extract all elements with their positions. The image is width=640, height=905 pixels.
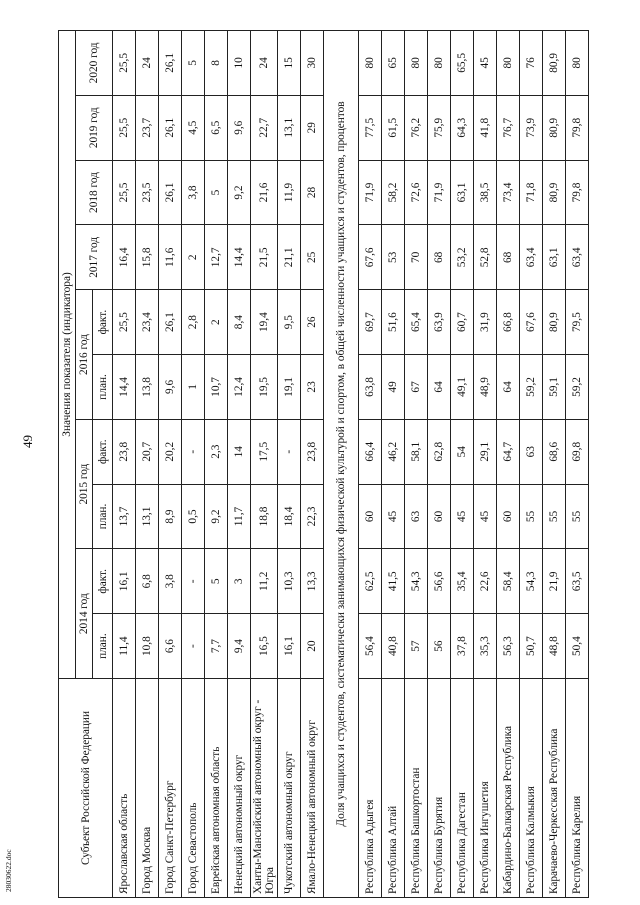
value-cell: 80,9 xyxy=(543,30,566,95)
fact-header: факт. xyxy=(93,290,113,355)
value-cell: 56,4 xyxy=(359,614,382,679)
value-cell: 65,4 xyxy=(405,290,428,355)
fact-header: факт. xyxy=(93,419,113,484)
value-cell: 14,4 xyxy=(113,355,136,420)
value-cell: 60 xyxy=(497,484,520,549)
value-cell: 9,6 xyxy=(159,355,182,420)
value-cell: - xyxy=(182,614,205,679)
value-cell: 40,8 xyxy=(382,614,405,679)
value-cell: 76,7 xyxy=(497,95,520,160)
value-cell: 58,2 xyxy=(382,160,405,225)
value-cell: 11,7 xyxy=(228,484,251,549)
fact-header: факт. xyxy=(93,549,113,614)
value-cell: 64 xyxy=(497,355,520,420)
value-cell: 11,4 xyxy=(113,614,136,679)
value-cell: 55 xyxy=(520,484,543,549)
value-cell: 29,1 xyxy=(474,419,497,484)
region-name: Город Санкт-Петербург xyxy=(159,679,182,898)
value-cell: 67 xyxy=(405,355,428,420)
value-cell: 64,3 xyxy=(451,95,474,160)
value-cell: 71,9 xyxy=(428,160,451,225)
value-cell: 26,1 xyxy=(159,30,182,95)
value-cell: 3 xyxy=(228,549,251,614)
region-name: Республика Дагестан xyxy=(451,679,474,898)
region-name: Город Москва xyxy=(136,679,159,898)
year-header-2015: 2015 год xyxy=(76,419,93,549)
table-row xyxy=(136,30,159,897)
value-cell: 52,8 xyxy=(474,225,497,290)
value-cell: 56,6 xyxy=(428,549,451,614)
value-cell: 2 xyxy=(182,225,205,290)
value-cell: 48,8 xyxy=(543,614,566,679)
table-row xyxy=(251,30,278,897)
value-cell: 53,2 xyxy=(451,225,474,290)
value-cell: 45 xyxy=(474,30,497,95)
region-name: Республика Карелия xyxy=(566,679,589,898)
value-cell: 37,8 xyxy=(451,614,474,679)
table-row xyxy=(359,30,382,897)
value-cell: 50,7 xyxy=(520,614,543,679)
value-cell: 63 xyxy=(520,419,543,484)
value-cell: 62,5 xyxy=(359,549,382,614)
value-cell: 59,2 xyxy=(566,355,589,420)
value-cell: 51,6 xyxy=(382,290,405,355)
table-row xyxy=(520,30,543,897)
value-cell: 25 xyxy=(301,225,324,290)
value-cell: 3,8 xyxy=(159,549,182,614)
value-cell: 23,7 xyxy=(136,95,159,160)
value-cell: 53 xyxy=(382,225,405,290)
value-cell: 25,5 xyxy=(113,290,136,355)
table-row xyxy=(382,30,405,897)
value-cell: 24 xyxy=(251,30,278,95)
year-header-2020: 2020 год xyxy=(76,30,113,95)
value-cell: 60 xyxy=(428,484,451,549)
value-cell: 2 xyxy=(205,290,228,355)
year-header-2018: 2018 год xyxy=(76,160,113,225)
table-row xyxy=(497,30,520,897)
value-cell: 18,4 xyxy=(278,484,301,549)
table-row xyxy=(205,30,228,897)
value-cell: 63,4 xyxy=(566,225,589,290)
value-cell: 48,9 xyxy=(474,355,497,420)
value-cell: 50,4 xyxy=(566,614,589,679)
value-cell: 61,5 xyxy=(382,95,405,160)
value-cell: 2,3 xyxy=(205,419,228,484)
value-cell: 23,8 xyxy=(301,419,324,484)
region-name: Город Севастополь xyxy=(182,679,205,898)
value-cell: 26 xyxy=(301,290,324,355)
value-cell: 56 xyxy=(428,614,451,679)
value-cell: 71,8 xyxy=(520,160,543,225)
value-cell: 10 xyxy=(228,30,251,95)
table-row xyxy=(113,30,136,897)
values-group-header: Значения показателя (индикатора) xyxy=(59,30,76,678)
value-cell: 5 xyxy=(205,160,228,225)
value-cell: 72,6 xyxy=(405,160,428,225)
region-name: Республика Адыгея xyxy=(359,679,382,898)
region-name: Ханты-Мансийский автономный округ - Югра xyxy=(251,679,278,898)
value-cell: 13,1 xyxy=(278,95,301,160)
region-name: Чукотский автономный округ xyxy=(278,679,301,898)
table-row xyxy=(543,30,566,897)
value-cell: 21,9 xyxy=(543,549,566,614)
value-cell: 9,2 xyxy=(205,484,228,549)
value-cell: 1 xyxy=(182,355,205,420)
table-row xyxy=(405,30,428,897)
value-cell: 10,3 xyxy=(278,549,301,614)
value-cell: 15 xyxy=(278,30,301,95)
value-cell: 9,5 xyxy=(278,290,301,355)
value-cell: 5 xyxy=(205,549,228,614)
value-cell: 79,5 xyxy=(566,290,589,355)
region-name: Кабардино-Балкарская Республика xyxy=(497,679,520,898)
value-cell: 16,1 xyxy=(113,549,136,614)
value-cell: 3,8 xyxy=(182,160,205,225)
region-name: Республика Ингушетия xyxy=(474,679,497,898)
value-cell: 25,5 xyxy=(113,30,136,95)
value-cell: 63 xyxy=(405,484,428,549)
value-cell: 23,5 xyxy=(136,160,159,225)
value-cell: 25,5 xyxy=(113,160,136,225)
rotated-page xyxy=(58,31,613,898)
footer-file-code: 28030622.doc xyxy=(4,849,13,892)
value-cell: 65,5 xyxy=(451,30,474,95)
plan-header: план. xyxy=(93,355,113,420)
value-cell: 54 xyxy=(451,419,474,484)
value-cell: 23 xyxy=(301,355,324,420)
value-cell: 26,1 xyxy=(159,290,182,355)
value-cell: 56,3 xyxy=(497,614,520,679)
value-cell: 15,8 xyxy=(136,225,159,290)
value-cell: 29 xyxy=(301,95,324,160)
value-cell: 45 xyxy=(382,484,405,549)
value-cell: 79,8 xyxy=(566,95,589,160)
value-cell: 22,3 xyxy=(301,484,324,549)
value-cell: 68,6 xyxy=(543,419,566,484)
value-cell: 80,9 xyxy=(543,160,566,225)
value-cell: 75,9 xyxy=(428,95,451,160)
value-cell: 63,8 xyxy=(359,355,382,420)
table-body xyxy=(113,30,589,897)
value-cell: 67,6 xyxy=(520,290,543,355)
value-cell: 0,5 xyxy=(182,484,205,549)
value-cell: 46,2 xyxy=(382,419,405,484)
value-cell: 63,1 xyxy=(451,160,474,225)
indicator-table xyxy=(58,30,589,898)
value-cell: 58,4 xyxy=(497,549,520,614)
value-cell: 9,2 xyxy=(228,160,251,225)
plan-header: план. xyxy=(93,484,113,549)
value-cell: 20,7 xyxy=(136,419,159,484)
subject-column-header: Субъект Российской Федерации xyxy=(59,679,113,898)
region-name: Ненецкий автономный округ xyxy=(228,679,251,898)
table-row xyxy=(474,30,497,897)
value-cell: 16,4 xyxy=(113,225,136,290)
value-cell: 59,1 xyxy=(543,355,566,420)
value-cell: 54,3 xyxy=(520,549,543,614)
value-cell: 64,7 xyxy=(497,419,520,484)
value-cell: 6,8 xyxy=(136,549,159,614)
value-cell: 25,5 xyxy=(113,95,136,160)
value-cell: 13,1 xyxy=(136,484,159,549)
value-cell: 57 xyxy=(405,614,428,679)
value-cell: 13,7 xyxy=(113,484,136,549)
value-cell: 19,5 xyxy=(251,355,278,420)
value-cell: 77,5 xyxy=(359,95,382,160)
value-cell: 38,5 xyxy=(474,160,497,225)
value-cell: 10,8 xyxy=(136,614,159,679)
value-cell: 60 xyxy=(359,484,382,549)
value-cell: 45 xyxy=(451,484,474,549)
value-cell: 18,8 xyxy=(251,484,278,549)
value-cell: 73,4 xyxy=(497,160,520,225)
value-cell: 28 xyxy=(301,160,324,225)
region-name: Карачаево-Черкесская Республика xyxy=(543,679,566,898)
value-cell: - xyxy=(182,419,205,484)
value-cell: 80,9 xyxy=(543,95,566,160)
value-cell: 60,7 xyxy=(451,290,474,355)
value-cell: 23,8 xyxy=(113,419,136,484)
value-cell: 21,5 xyxy=(251,225,278,290)
value-cell: 68 xyxy=(428,225,451,290)
page-number: 49 xyxy=(20,435,35,448)
section-title: Доля учащихся и студентов, систематически занимающихся физической культурой и спортом, в общей численности учащихся и студентов, процентов xyxy=(324,30,359,897)
value-cell: 21,1 xyxy=(278,225,301,290)
value-cell: 76,2 xyxy=(405,95,428,160)
value-cell: 41,5 xyxy=(382,549,405,614)
value-cell: 9,6 xyxy=(228,95,251,160)
table-row xyxy=(451,30,474,897)
value-cell: 21,6 xyxy=(251,160,278,225)
value-cell: 63,5 xyxy=(566,549,589,614)
value-cell: 4,5 xyxy=(182,95,205,160)
value-cell: 35,4 xyxy=(451,549,474,614)
value-cell: 16,5 xyxy=(251,614,278,679)
value-cell: 49,1 xyxy=(451,355,474,420)
table-row xyxy=(182,30,205,897)
value-cell: 19,4 xyxy=(251,290,278,355)
value-cell: 6,5 xyxy=(205,95,228,160)
value-cell: 76 xyxy=(520,30,543,95)
table-row xyxy=(301,30,324,897)
value-cell: 66,4 xyxy=(359,419,382,484)
value-cell: 22,6 xyxy=(474,549,497,614)
value-cell: 23,4 xyxy=(136,290,159,355)
value-cell: 20 xyxy=(301,614,324,679)
value-cell: 73,9 xyxy=(520,95,543,160)
value-cell: 11,2 xyxy=(251,549,278,614)
year-header-2014: 2014 год xyxy=(76,549,93,679)
table-row xyxy=(278,30,301,897)
value-cell: 35,3 xyxy=(474,614,497,679)
region-name: Еврейская автономная область xyxy=(205,679,228,898)
value-cell: 22,7 xyxy=(251,95,278,160)
value-cell: 63,9 xyxy=(428,290,451,355)
value-cell: 2,8 xyxy=(182,290,205,355)
value-cell: 79,8 xyxy=(566,160,589,225)
value-cell: 59,2 xyxy=(520,355,543,420)
table-row xyxy=(159,30,182,897)
value-cell: 45 xyxy=(474,484,497,549)
value-cell: 67,6 xyxy=(359,225,382,290)
value-cell: 30 xyxy=(301,30,324,95)
value-cell: 65 xyxy=(382,30,405,95)
value-cell: 8,4 xyxy=(228,290,251,355)
value-cell: - xyxy=(278,419,301,484)
value-cell: 70 xyxy=(405,225,428,290)
value-cell: 24 xyxy=(136,30,159,95)
value-cell: 7,7 xyxy=(205,614,228,679)
value-cell: 41,8 xyxy=(474,95,497,160)
plan-header: план. xyxy=(93,614,113,679)
value-cell: 11,6 xyxy=(159,225,182,290)
value-cell: 80 xyxy=(405,30,428,95)
value-cell: 63,4 xyxy=(520,225,543,290)
region-name: Республика Башкортостан xyxy=(405,679,428,898)
value-cell: 12,4 xyxy=(228,355,251,420)
value-cell: 17,5 xyxy=(251,419,278,484)
value-cell: 71,9 xyxy=(359,160,382,225)
year-header-2016: 2016 год xyxy=(76,290,93,420)
value-cell: 54,3 xyxy=(405,549,428,614)
value-cell: 55 xyxy=(543,484,566,549)
value-cell: 5 xyxy=(182,30,205,95)
value-cell: 49 xyxy=(382,355,405,420)
value-cell: 31,9 xyxy=(474,290,497,355)
value-cell: 68 xyxy=(497,225,520,290)
value-cell: 13,8 xyxy=(136,355,159,420)
value-cell: - xyxy=(182,549,205,614)
table-row xyxy=(228,30,251,897)
year-header-2019: 2019 год xyxy=(76,95,113,160)
table-row xyxy=(566,30,589,897)
value-cell: 9,4 xyxy=(228,614,251,679)
value-cell: 8 xyxy=(205,30,228,95)
value-cell: 66,8 xyxy=(497,290,520,355)
region-name: Республика Бурятия xyxy=(428,679,451,898)
value-cell: 80,9 xyxy=(543,290,566,355)
value-cell: 6,6 xyxy=(159,614,182,679)
value-cell: 55 xyxy=(566,484,589,549)
value-cell: 63,1 xyxy=(543,225,566,290)
value-cell: 80 xyxy=(566,30,589,95)
value-cell: 80 xyxy=(428,30,451,95)
value-cell: 80 xyxy=(359,30,382,95)
region-name: Республика Алтай xyxy=(382,679,405,898)
value-cell: 69,8 xyxy=(566,419,589,484)
value-cell: 8,9 xyxy=(159,484,182,549)
value-cell: 14,4 xyxy=(228,225,251,290)
value-cell: 26,1 xyxy=(159,95,182,160)
value-cell: 69,7 xyxy=(359,290,382,355)
value-cell: 14 xyxy=(228,419,251,484)
table-row xyxy=(428,30,451,897)
region-name: Ярославская область xyxy=(113,679,136,898)
value-cell: 12,7 xyxy=(205,225,228,290)
value-cell: 16,1 xyxy=(278,614,301,679)
value-cell: 26,1 xyxy=(159,160,182,225)
value-cell: 20,2 xyxy=(159,419,182,484)
value-cell: 58,1 xyxy=(405,419,428,484)
value-cell: 64 xyxy=(428,355,451,420)
value-cell: 11,9 xyxy=(278,160,301,225)
region-name: Республика Калмыкия xyxy=(520,679,543,898)
value-cell: 13,3 xyxy=(301,549,324,614)
value-cell: 10,7 xyxy=(205,355,228,420)
year-header-2017: 2017 год xyxy=(76,225,113,290)
value-cell: 62,8 xyxy=(428,419,451,484)
region-name: Ямало-Ненецкий автономный округ xyxy=(301,679,324,898)
value-cell: 19,1 xyxy=(278,355,301,420)
value-cell: 80 xyxy=(497,30,520,95)
section-row xyxy=(324,30,359,897)
